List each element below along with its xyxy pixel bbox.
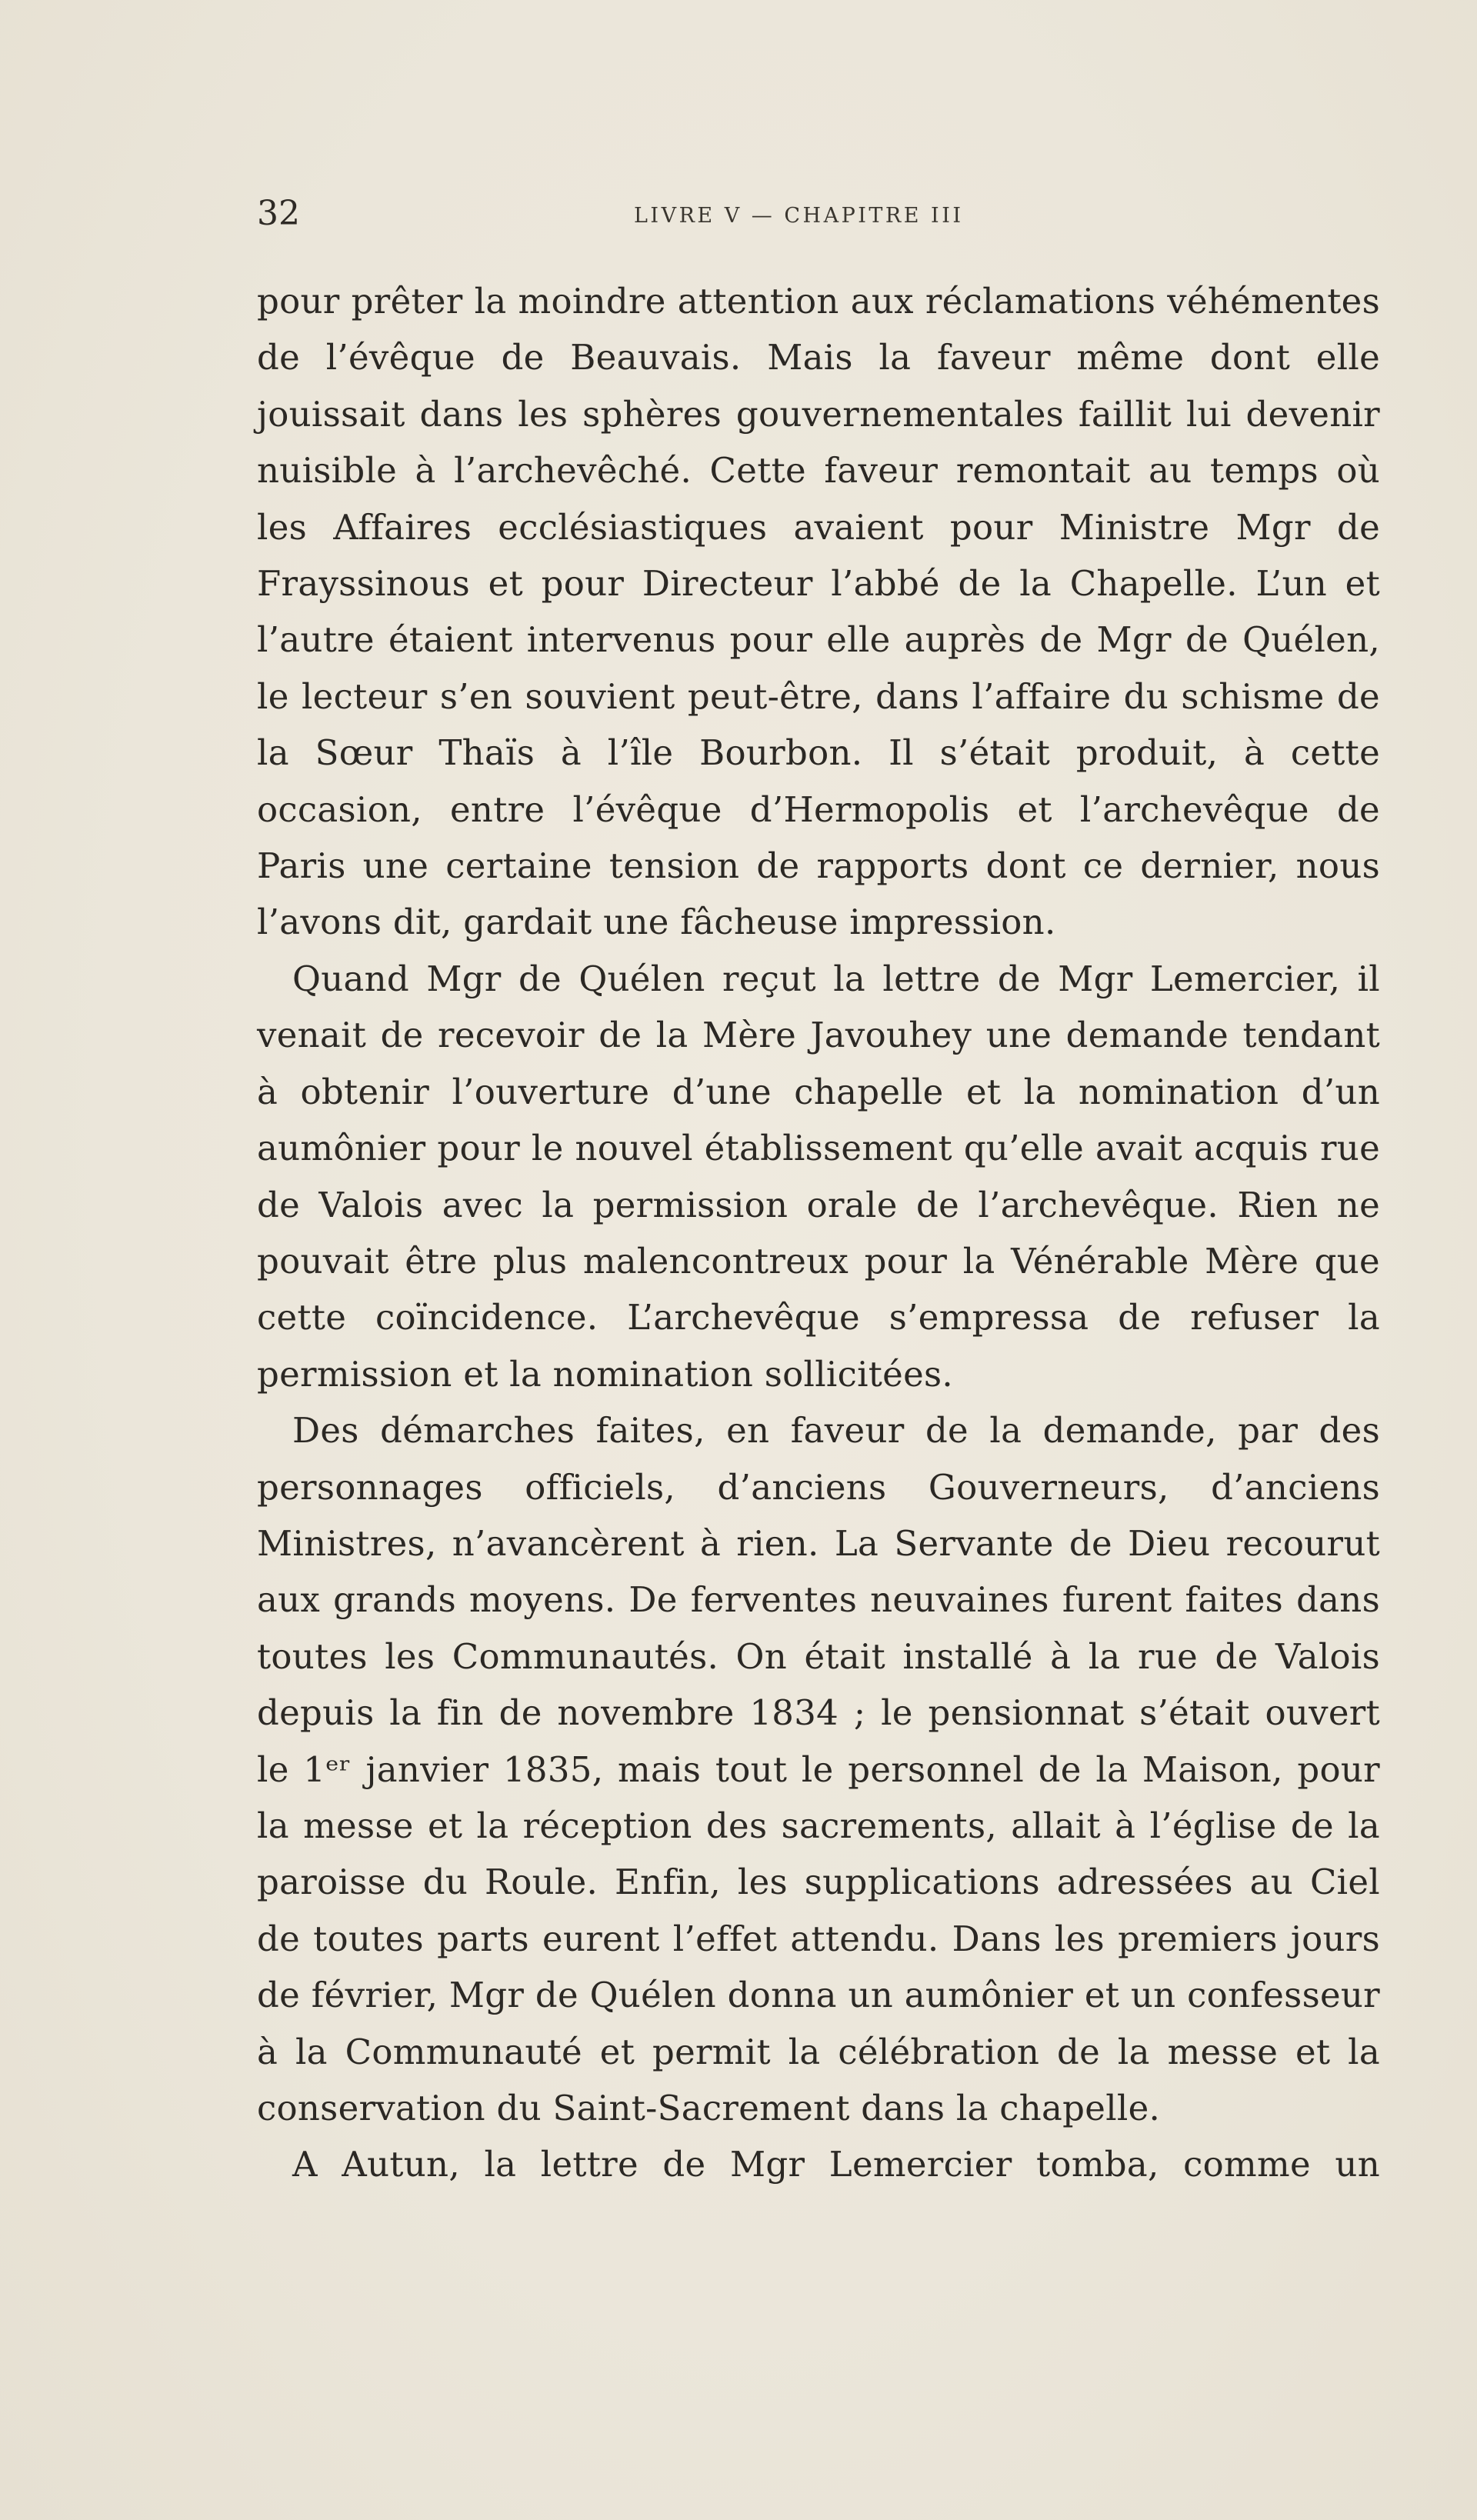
paragraph: Des démarches faites, en faveur de la demande, par des personnages officiels, d’anciens Gouverneurs, d’anciens Ministres, n’avancèrent à rien. La Servante de Dieu recourut aux grands moyens. De ferventes neuvaines furent faites dans toutes les Communautés. On était installé à la rue de Valois depuis la fin de novembre 1834 ; le pensionnat s’était ouvert le 1ᵉʳ janvier 1835, mais tout le personnel de la Maison, pour la messe et la réception des sacrements, allait à l’église de la paroisse du Roule. Enfin, les supplications adressées au Ciel de toutes parts eurent l’effet attendu. Dans les premiers jours de février, Mgr de Quélen donna un aumônier et un confesseur à la Communauté et permit la célébration de la messe et la conservation du Saint-Sacrement dans la chapelle. bbox=[257, 1410, 1380, 2128]
paragraph: A Autun, la lettre de Mgr Lemercier tomba, comme un bbox=[292, 2144, 1380, 2185]
body-text bbox=[257, 273, 1380, 2193]
running-title: LIVRE V — CHAPITRE III bbox=[634, 204, 964, 228]
paragraph: Quand Mgr de Quélen reçut la lettre de Mgr Lemercier, il venait de recevoir de la Mère Javouhey une demande tendant à obtenir l’ouverture d’une chapelle et la nomination d’un aumônier pour le nouvel établissement qu’elle avait acquis rue de Valois avec la permission orale de l’archevêque. Rien ne pouvait être plus malencontreux pour la Vénérable Mère que cette coïncidence. L’archevêque s’empressa de refuser la permission et la nomination sollicitées. bbox=[257, 958, 1380, 1395]
running-head bbox=[257, 187, 1380, 241]
paragraph: pour prêter la moindre attention aux réclamations véhémentes de l’évêque de Beauvais. Mais la faveur même dont elle jouissait dans les sphères gouvernementales faillit lui devenir nuisible à l’archevêché. Cette faveur remontait au temps où les Affaires ecclésiastiques avaient pour Ministre Mgr de Frayssinous et pour Directeur l’abbé de la Chapelle. L’un et l’autre étaient intervenus pour elle auprès de Mgr de Quélen, le lecteur s’en souvient peut-être, dans l’affaire du schisme de la Sœur Thaïs à l’île Bourbon. Il s’était produit, à cette occasion, entre l’évêque d’Hermopolis et l’archevêque de Paris une certaine tension de rapports dont ce dernier, nous l’avons dit, gardait une fâcheuse impression. bbox=[257, 281, 1380, 943]
page-number: 32 bbox=[257, 194, 300, 233]
